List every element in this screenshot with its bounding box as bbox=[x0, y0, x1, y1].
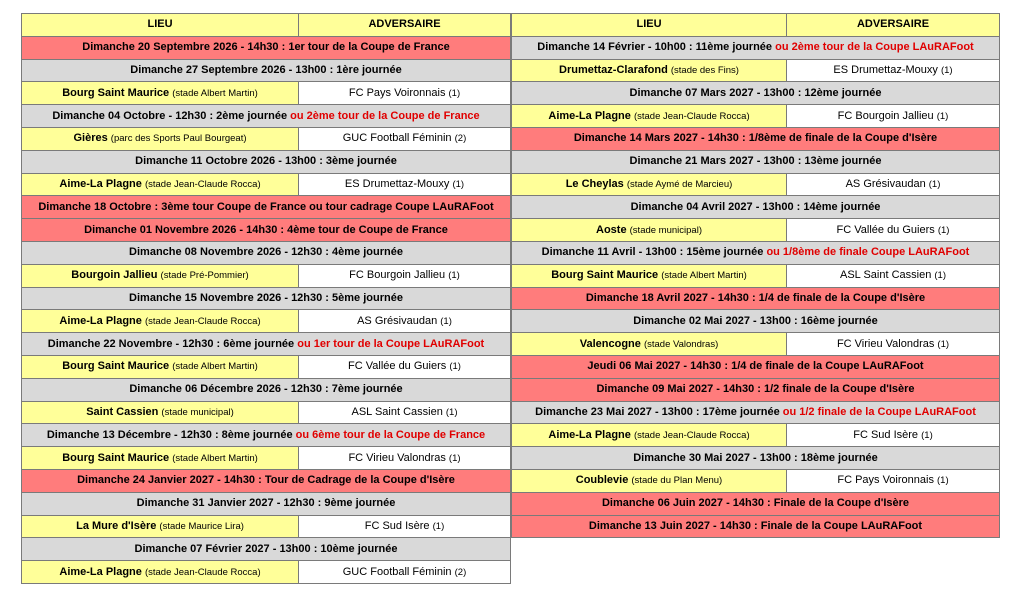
opponent-cell bbox=[299, 401, 511, 424]
opponent-name: FC Bourgoin Jallieu bbox=[349, 269, 446, 282]
cup-date-row bbox=[22, 36, 511, 59]
venue-cell bbox=[22, 310, 299, 333]
venue-name: Saint Cassien bbox=[86, 405, 159, 418]
date-label: Dimanche 14 Mars 2027 - 14h30 : 1/8ème de finale de la Coupe d'Isère bbox=[573, 132, 938, 145]
opponent-name: GUC Football Féminin bbox=[342, 132, 452, 145]
date-cell bbox=[22, 219, 511, 242]
schedule-table-right bbox=[511, 13, 1000, 538]
opponent-cell bbox=[299, 173, 511, 196]
league-date-row bbox=[22, 333, 511, 356]
opponent-name: FC Vallée du Guiers bbox=[348, 360, 447, 373]
venue-name: Bourg Saint Maurice bbox=[62, 360, 170, 373]
opponent-note: (1) bbox=[448, 87, 461, 99]
date-cell bbox=[512, 378, 1000, 401]
match-row bbox=[512, 105, 1000, 128]
opponent-cell bbox=[787, 469, 1000, 492]
date-label: Dimanche 18 Octobre : 3ème tour Coupe de France ou tour cadrage Coupe LAuRAFoot bbox=[38, 200, 494, 213]
match-row bbox=[512, 333, 1000, 356]
match-row bbox=[512, 264, 1000, 287]
cup-date-row bbox=[512, 287, 1000, 310]
venue-name: La Mure d'Isère bbox=[76, 519, 157, 532]
date-cell bbox=[512, 401, 1000, 424]
date-cell bbox=[512, 492, 1000, 515]
opponent-note: (1) bbox=[934, 270, 946, 282]
date-label: Dimanche 22 Novembre - 12h30 : 6ème journée bbox=[47, 337, 295, 350]
venue-name: Bourgoin Jallieu bbox=[71, 269, 158, 282]
opponent-cell bbox=[787, 424, 1000, 447]
date-cell bbox=[22, 196, 511, 219]
date-label: Dimanche 24 Janvier 2027 - 14h30 : Tour de Cadrage de la Coupe d'Isère bbox=[77, 474, 455, 487]
match-row bbox=[512, 59, 1000, 82]
stadium-name: (stade Albert Martin) bbox=[172, 87, 258, 99]
league-date-row bbox=[512, 241, 1000, 264]
venue-cell bbox=[22, 355, 299, 378]
date-cell bbox=[22, 150, 511, 173]
date-cell bbox=[512, 127, 1000, 150]
stadium-name: (stade Jean-Claude Rocca) bbox=[633, 429, 750, 441]
date-label: Dimanche 23 Mai 2027 - 13h00 : 17ème journée bbox=[535, 405, 780, 418]
league-date-row bbox=[22, 150, 511, 173]
date-label: Dimanche 14 Février - 10h00 : 11ème journée bbox=[537, 41, 773, 54]
header-lieu: LIEU bbox=[512, 14, 787, 37]
venue-cell bbox=[512, 219, 787, 242]
opponent-note: (1) bbox=[940, 64, 953, 76]
venue-cell bbox=[22, 447, 299, 470]
opponent-name: ES Drumettaz-Mouxy bbox=[344, 177, 450, 190]
header-adversaire: ADVERSAIRE bbox=[787, 14, 1000, 37]
opponent-note: (2) bbox=[454, 133, 467, 145]
opponent-note: (1) bbox=[937, 224, 950, 236]
venue-cell bbox=[512, 173, 787, 196]
date-label: Dimanche 07 Mars 2027 - 13h00 : 12ème journée bbox=[629, 86, 882, 99]
opponent-name: FC Sud Isère bbox=[853, 428, 919, 441]
venue-cell bbox=[22, 264, 299, 287]
date-cell bbox=[22, 492, 511, 515]
venue-cell bbox=[512, 59, 787, 82]
venue-name: Aime-La Plagne bbox=[548, 109, 631, 122]
date-label: Dimanche 06 Juin 2027 - 14h30 : Finale de la Coupe d'Isère bbox=[601, 497, 910, 510]
opponent-cell bbox=[299, 561, 511, 584]
date-cell bbox=[22, 36, 511, 59]
date-cell bbox=[512, 36, 1000, 59]
match-row bbox=[22, 561, 511, 584]
league-date-row bbox=[512, 401, 1000, 424]
opponent-cell bbox=[299, 515, 511, 538]
schedule-body-right bbox=[512, 14, 1000, 538]
venue-name: Aime-La Plagne bbox=[59, 565, 142, 578]
venue-cell bbox=[512, 469, 787, 492]
cup-alternative: ou 6ème tour de la Coupe de France bbox=[295, 428, 486, 441]
stadium-name: (stade Albert Martin) bbox=[661, 270, 747, 282]
date-cell bbox=[22, 287, 511, 310]
date-cell bbox=[512, 447, 1000, 470]
date-cell bbox=[512, 82, 1000, 105]
cup-alternative: ou 1/8ème de finale Coupe LAuRAFoot bbox=[766, 246, 970, 259]
date-cell bbox=[512, 355, 1000, 378]
opponent-cell bbox=[787, 59, 1000, 82]
stadium-name: (stade Maurice Lira) bbox=[159, 520, 244, 532]
date-label: Dimanche 04 Avril 2027 - 13h00 : 14ème journée bbox=[630, 200, 881, 213]
league-date-row bbox=[22, 538, 511, 561]
venue-cell bbox=[22, 82, 299, 105]
cup-date-row bbox=[512, 515, 1000, 538]
opponent-name: ASL Saint Cassien bbox=[351, 405, 443, 418]
opponent-note: (1) bbox=[448, 270, 460, 282]
date-cell bbox=[512, 515, 1000, 538]
venue-cell bbox=[22, 173, 299, 196]
cup-date-row bbox=[22, 219, 511, 242]
date-label: Dimanche 08 Novembre 2026 - 12h30 : 4ème journée bbox=[129, 246, 403, 259]
opponent-name: FC Bourgoin Jallieu bbox=[837, 109, 934, 122]
league-date-row bbox=[22, 424, 511, 447]
opponent-cell bbox=[299, 447, 511, 470]
league-date-row bbox=[512, 310, 1000, 333]
cup-date-row bbox=[22, 196, 511, 219]
opponent-note: (1) bbox=[937, 475, 949, 487]
table-header-row bbox=[512, 14, 1000, 37]
match-row bbox=[22, 515, 511, 538]
league-date-row bbox=[22, 105, 511, 128]
opponent-note: (1) bbox=[921, 429, 933, 441]
opponent-name: FC Sud Isère bbox=[364, 519, 430, 532]
match-row bbox=[22, 82, 511, 105]
league-date-row bbox=[22, 59, 511, 82]
header-adversaire: ADVERSAIRE bbox=[299, 14, 511, 37]
opponent-note: (1) bbox=[440, 315, 452, 327]
cup-alternative: ou 2ème tour de la Coupe LAuRAFoot bbox=[775, 41, 974, 54]
date-label: Dimanche 02 Mai 2027 - 13h00 : 16ème journée bbox=[633, 314, 878, 327]
venue-name: Bourg Saint Maurice bbox=[551, 269, 659, 282]
match-row bbox=[22, 401, 511, 424]
opponent-cell bbox=[299, 82, 511, 105]
venue-cell bbox=[512, 333, 787, 356]
stadium-name: (stade des Fins) bbox=[670, 64, 739, 76]
date-label: Jeudi 06 Mai 2027 - 14h30 : 1/4 de finale de la Coupe LAuRAFoot bbox=[587, 360, 924, 373]
opponent-note: (1) bbox=[936, 110, 949, 122]
match-row bbox=[22, 447, 511, 470]
cup-date-row bbox=[22, 469, 511, 492]
date-label: Dimanche 13 Juin 2027 - 14h30 : Finale de la Coupe LAuRAFoot bbox=[588, 519, 923, 532]
venue-cell bbox=[512, 105, 787, 128]
match-row bbox=[512, 219, 1000, 242]
opponent-name: FC Pays Voironnais bbox=[837, 474, 934, 487]
opponent-note: (1) bbox=[432, 520, 445, 532]
opponent-name: FC Vallée du Guiers bbox=[836, 223, 935, 236]
cup-alternative: ou 1er tour de la Coupe LAuRAFoot bbox=[297, 337, 485, 350]
date-label: Dimanche 13 Décembre - 12h30 : 8ème journée bbox=[46, 428, 293, 441]
schedule-table-left bbox=[21, 13, 511, 584]
venue-name: Aime-La Plagne bbox=[59, 314, 142, 327]
date-label: Dimanche 15 Novembre 2026 - 12h30 : 5ème journée bbox=[129, 291, 403, 304]
date-label: Dimanche 20 Septembre 2026 - 14h30 : 1er tour de la Coupe de France bbox=[82, 41, 450, 54]
match-row bbox=[512, 424, 1000, 447]
venue-name: Bourg Saint Maurice bbox=[62, 451, 170, 464]
opponent-note: (1) bbox=[928, 178, 941, 190]
header-lieu: LIEU bbox=[22, 14, 299, 37]
date-label: Dimanche 06 Décembre 2026 - 12h30 : 7ème journée bbox=[129, 383, 403, 396]
cup-alternative: ou 1/2 finale de la Coupe LAuRAFoot bbox=[782, 405, 976, 418]
opponent-note: (1) bbox=[449, 361, 461, 373]
date-cell bbox=[22, 378, 511, 401]
stadium-name: (stade Albert Martin) bbox=[172, 361, 258, 373]
date-cell bbox=[22, 469, 511, 492]
opponent-cell bbox=[299, 310, 511, 333]
stadium-name: (stade Aymé de Marcieu) bbox=[626, 178, 733, 190]
league-date-row bbox=[22, 287, 511, 310]
stadium-name: (stade Jean-Claude Rocca) bbox=[144, 178, 261, 190]
opponent-name: FC Virieu Valondras bbox=[348, 451, 446, 464]
venue-name: Bourg Saint Maurice bbox=[62, 86, 170, 99]
stadium-name: (stade Jean-Claude Rocca) bbox=[144, 315, 261, 327]
date-label: Dimanche 21 Mars 2027 - 13h00 : 13ème journée bbox=[629, 155, 882, 168]
opponent-name: ES Drumettaz-Mouxy bbox=[833, 63, 938, 76]
stadium-name: (stade Albert Martin) bbox=[172, 452, 258, 464]
venue-cell bbox=[22, 401, 299, 424]
venue-cell bbox=[22, 515, 299, 538]
venue-name: Gières bbox=[73, 132, 108, 145]
opponent-note: (1) bbox=[445, 406, 458, 418]
date-label: Dimanche 27 Septembre 2026 - 13h00 : 1ère journée bbox=[130, 63, 402, 76]
venue-cell bbox=[512, 424, 787, 447]
opponent-name: FC Virieu Valondras bbox=[836, 337, 935, 350]
cup-date-row bbox=[512, 355, 1000, 378]
opponent-cell bbox=[299, 127, 511, 150]
opponent-cell bbox=[787, 333, 1000, 356]
opponent-cell bbox=[787, 264, 1000, 287]
opponent-note: (1) bbox=[452, 178, 465, 190]
league-date-row bbox=[512, 150, 1000, 173]
match-row bbox=[22, 355, 511, 378]
venue-name: Aime-La Plagne bbox=[59, 177, 142, 190]
stadium-name: (stade Pré-Pommier) bbox=[160, 270, 249, 282]
stadium-name: (parc des Sports Paul Bourgeat) bbox=[110, 133, 247, 145]
match-row bbox=[512, 173, 1000, 196]
league-date-row bbox=[22, 241, 511, 264]
league-date-row bbox=[512, 82, 1000, 105]
stadium-name: (stade Valondras) bbox=[643, 338, 719, 350]
opponent-name: GUC Football Féminin bbox=[342, 565, 452, 578]
league-date-row bbox=[22, 378, 511, 401]
date-cell bbox=[22, 538, 511, 561]
date-cell bbox=[512, 150, 1000, 173]
date-label: Dimanche 11 Avril - 13h00 : 15ème journée bbox=[541, 246, 764, 259]
opponent-cell bbox=[299, 264, 511, 287]
venue-cell bbox=[512, 264, 787, 287]
date-label: Dimanche 18 Avril 2027 - 14h30 : 1/4 de finale de la Coupe d'Isère bbox=[585, 291, 926, 304]
opponent-note: (2) bbox=[454, 566, 467, 578]
cup-alternative: ou 2ème tour de la Coupe de France bbox=[290, 109, 480, 122]
date-label: Dimanche 09 Mai 2027 - 14h30 : 1/2 finale de la Coupe d'Isère bbox=[596, 383, 915, 396]
date-label: Dimanche 01 Novembre 2026 - 14h30 : 4ème tour de Coupe de France bbox=[84, 223, 448, 236]
date-cell bbox=[512, 310, 1000, 333]
opponent-name: AS Grésivaudan bbox=[845, 177, 926, 190]
venue-name: Valencogne bbox=[579, 337, 641, 350]
date-cell bbox=[512, 287, 1000, 310]
date-cell bbox=[22, 105, 511, 128]
cup-date-row bbox=[512, 127, 1000, 150]
venue-name: Aoste bbox=[596, 223, 627, 236]
match-row bbox=[512, 469, 1000, 492]
schedule-body-left bbox=[22, 14, 511, 584]
league-date-row bbox=[512, 447, 1000, 470]
league-date-row bbox=[512, 36, 1000, 59]
opponent-name: ASL Saint Cassien bbox=[840, 269, 932, 282]
cup-date-row bbox=[512, 378, 1000, 401]
stadium-name: (stade municipal) bbox=[161, 406, 234, 418]
date-cell bbox=[22, 333, 511, 356]
stadium-name: (stade du Plan Menu) bbox=[631, 475, 723, 487]
date-cell bbox=[22, 424, 511, 447]
venue-name: Drumettaz-Clarafond bbox=[559, 63, 668, 76]
opponent-name: AS Grésivaudan bbox=[357, 314, 438, 327]
league-date-row bbox=[22, 492, 511, 515]
date-label: Dimanche 30 Mai 2027 - 13h00 : 18ème journée bbox=[633, 451, 878, 464]
date-label: Dimanche 31 Janvier 2027 - 12h30 : 9ème journée bbox=[136, 497, 396, 510]
date-cell bbox=[512, 196, 1000, 219]
date-label: Dimanche 11 Octobre 2026 - 13h00 : 3ème journée bbox=[135, 155, 397, 168]
venue-name: Coublevie bbox=[575, 474, 629, 487]
date-label: Dimanche 04 Octobre - 12h30 : 2ème journée bbox=[52, 109, 288, 122]
opponent-note: (1) bbox=[937, 338, 950, 350]
stadium-name: (stade municipal) bbox=[629, 224, 702, 236]
opponent-cell bbox=[787, 173, 1000, 196]
opponent-cell bbox=[299, 355, 511, 378]
opponent-cell bbox=[787, 105, 1000, 128]
date-cell bbox=[512, 241, 1000, 264]
table-header-row bbox=[22, 14, 511, 37]
match-row bbox=[22, 264, 511, 287]
match-row bbox=[22, 127, 511, 150]
venue-cell bbox=[22, 127, 299, 150]
stadium-name: (stade Jean-Claude Rocca) bbox=[633, 110, 750, 122]
opponent-note: (1) bbox=[448, 452, 461, 464]
venue-name: Le Cheylas bbox=[565, 177, 624, 190]
match-row bbox=[22, 310, 511, 333]
opponent-cell bbox=[787, 219, 1000, 242]
match-row bbox=[22, 173, 511, 196]
cup-date-row bbox=[512, 492, 1000, 515]
league-date-row bbox=[512, 196, 1000, 219]
date-cell bbox=[22, 241, 511, 264]
date-label: Dimanche 07 Février 2027 - 13h00 : 10ème journée bbox=[134, 542, 398, 555]
venue-cell bbox=[22, 561, 299, 584]
date-cell bbox=[22, 59, 511, 82]
venue-name: Aime-La Plagne bbox=[548, 428, 631, 441]
opponent-name: FC Pays Voironnais bbox=[348, 86, 446, 99]
stadium-name: (stade Jean-Claude Rocca) bbox=[144, 566, 261, 578]
